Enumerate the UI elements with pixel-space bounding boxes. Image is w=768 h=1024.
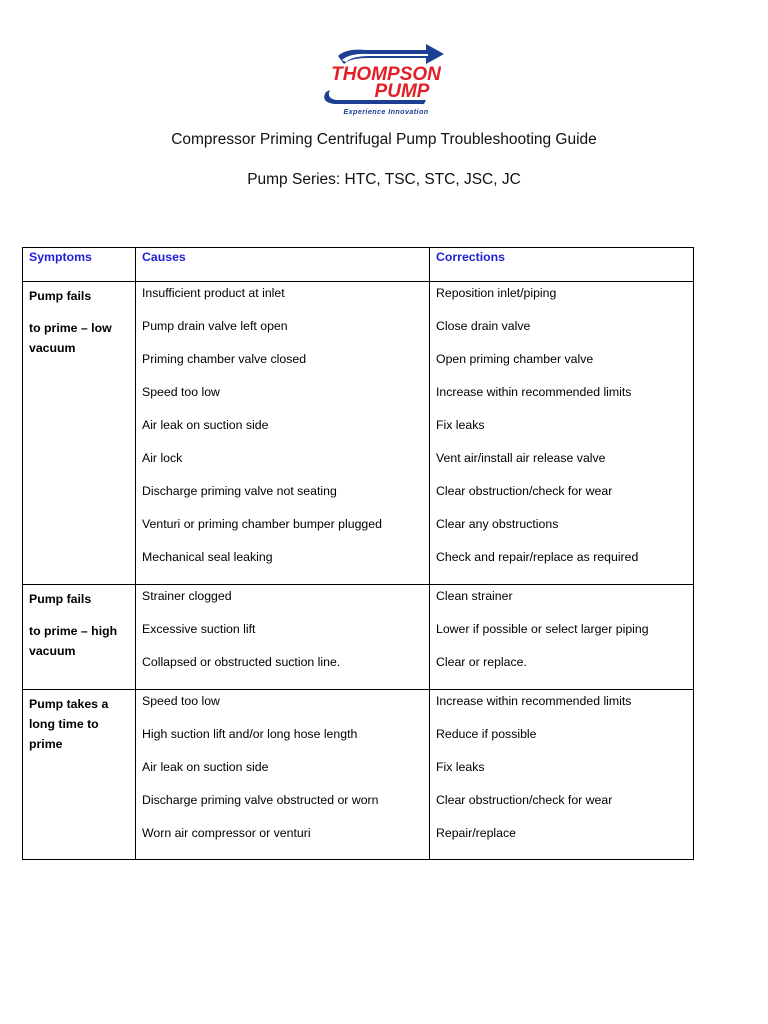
correction-item: Fix leaks [436,760,485,774]
table-header-row [23,248,694,282]
table-row [23,585,694,690]
cause-item: Air lock [142,451,183,465]
correction-item: Clear any obstructions [436,517,559,531]
symptom-text: Pump takes a long time to prime [29,697,109,751]
correction-item: Reposition inlet/piping [436,286,557,300]
causes-cell [136,690,430,860]
correction-item: Repair/replace [436,826,516,840]
symptom-cell [23,282,136,585]
cause-item: Venturi or priming chamber bumper plugged [142,517,382,531]
correction-item: Vent air/install air release valve [436,451,606,465]
corrections-header: Corrections [430,248,694,282]
logo-text-line2: PUMP [374,81,430,102]
correction-item: Increase within recommended limits [436,694,632,708]
cause-item: Insufficient product at inlet [142,286,285,300]
corrections-cell [430,282,694,585]
cause-item: Discharge priming valve obstructed or worn [142,793,379,807]
symptom-text: Pump fails [29,289,92,303]
corrections-cell [430,690,694,860]
table-row [23,282,694,585]
cause-item: Strainer clogged [142,589,232,603]
correction-item: Close drain valve [436,319,531,333]
cause-item: Mechanical seal leaking [142,550,273,564]
company-logo [316,42,456,118]
correction-item: Fix leaks [436,418,485,432]
correction-item: Clear obstruction/check for wear [436,793,613,807]
cause-item: Excessive suction lift [142,622,256,636]
cause-item: Air leak on suction side [142,760,269,774]
correction-item: Reduce if possible [436,727,537,741]
symptom-text: to prime – high vacuum [29,624,118,658]
pump-series-subtitle: Pump Series: HTC, TSC, STC, JSC, JC [247,171,521,188]
symptom-cell [23,690,136,860]
causes-cell [136,585,430,690]
cause-item: Speed too low [142,385,220,399]
correction-item: Clear or replace. [436,655,527,669]
correction-item: Lower if possible or select larger piping [436,622,649,636]
correction-item: Check and repair/replace as required [436,550,639,564]
correction-item: Open priming chamber valve [436,352,594,366]
cause-item: Priming chamber valve closed [142,352,307,366]
cause-item: High suction lift and/or long hose length [142,727,358,741]
troubleshooting-table [22,247,694,860]
symptom-text: Pump fails [29,592,92,606]
cause-item: Worn air compressor or venturi [142,826,311,840]
table-row [23,690,694,860]
correction-item: Clean strainer [436,589,513,603]
correction-item: Increase within recommended limits [436,385,632,399]
correction-item: Clear obstruction/check for wear [436,484,613,498]
cause-item: Discharge priming valve not seating [142,484,337,498]
symptom-text: to prime – low vacuum [29,321,112,355]
causes-cell [136,282,430,585]
cause-item: Collapsed or obstructed suction line. [142,655,341,669]
symptoms-header: Symptoms [23,248,136,282]
cause-item: Speed too low [142,694,220,708]
corrections-cell [430,585,694,690]
causes-header: Causes [136,248,430,282]
symptom-cell [23,585,136,690]
cause-item: Pump drain valve left open [142,319,288,333]
logo-text-line1: THOMPSON [331,64,441,85]
document-title: Compressor Priming Centrifugal Pump Troubleshooting Guide [171,131,597,148]
logo-tagline: Experience Innovation [343,107,429,116]
cause-item: Air leak on suction side [142,418,269,432]
